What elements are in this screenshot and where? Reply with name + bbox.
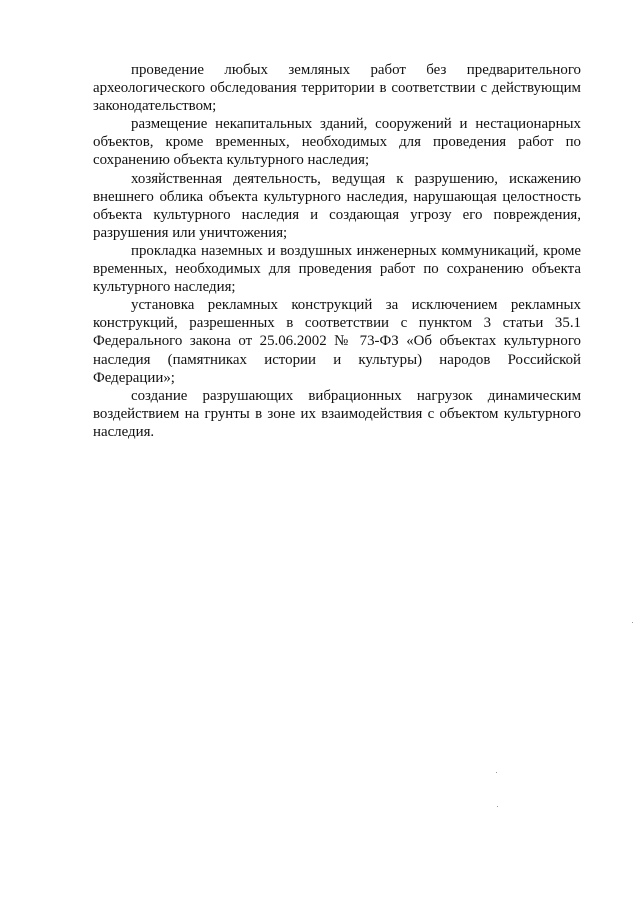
paragraph-vibration-loads: создание разрушающих вибрационных нагрузок динамическим воздействием на грунты в зоне их взаимодействия с объектом культурного наследия. bbox=[93, 387, 581, 440]
paragraph-temporary-buildings: размещение некапитальных зданий, сооружений и нестационарных объектов, кроме временных, необходимых для проведения работ по сохранению объекта культурного наследия; bbox=[93, 116, 581, 169]
paragraph-earthworks: проведение любых земляных работ без предварительного археологического обследования территории в соответствии с действующим законодательством; bbox=[93, 62, 581, 115]
document-body bbox=[93, 61, 581, 441]
paragraph-economic-activity: хозяйственная деятельность, ведущая к разрушению, искажению внешнего облика объекта культурного наследия, нарушающая целостность объекта культурного наследия и создающая угрозу его повреждения, разрушения или уничтожения; bbox=[93, 170, 581, 241]
scan-speck bbox=[632, 622, 633, 623]
scan-speck bbox=[497, 806, 498, 807]
paragraph-advertising: установка рекламных конструкций за исключением рекламных конструкций, разрешенных в соответствии с пунктом 3 статьи 35.1 Федерального закона от 25.06.2002 № 73-ФЗ «Об объектах культурного наследия (памятниках истории и культуры) народов Российской Федерации»; bbox=[93, 297, 581, 386]
scan-speck bbox=[496, 772, 497, 773]
paragraph-utilities: прокладка наземных и воздушных инженерных коммуникаций, кроме временных, необходимых для проведения работ по сохранению объекта культурного наследия; bbox=[93, 242, 581, 296]
